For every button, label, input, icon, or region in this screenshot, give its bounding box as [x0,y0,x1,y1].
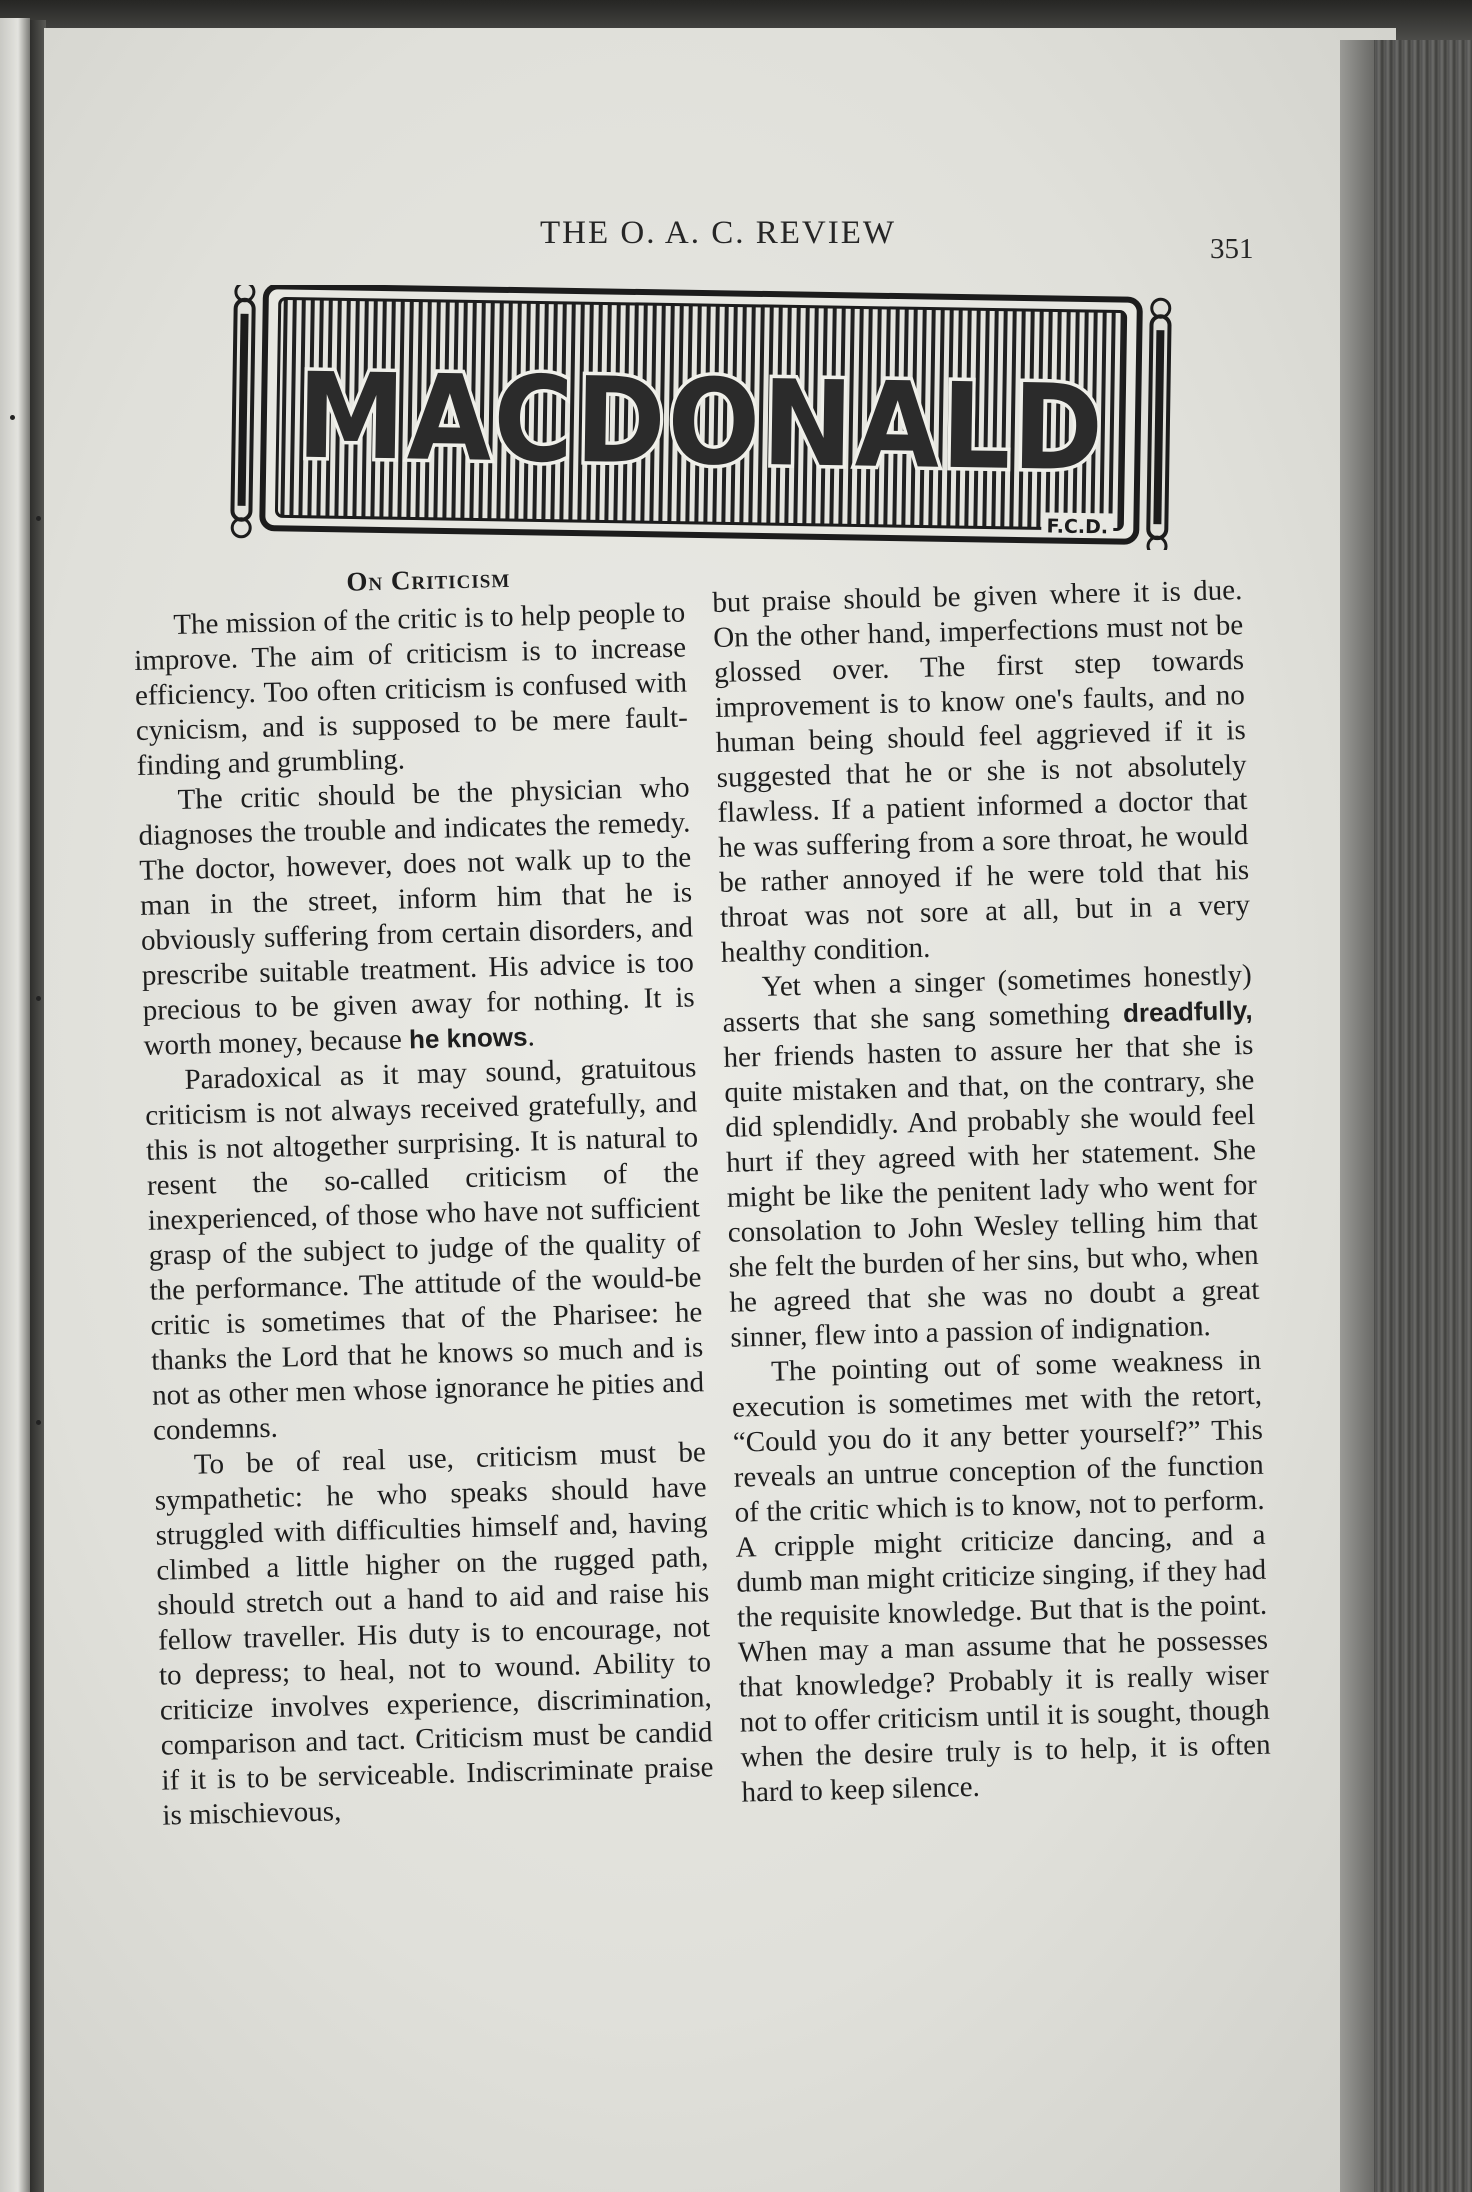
right-column [712,573,1272,1811]
paragraph: Paradoxical as it may sound, gratuitous criticism is not always received gratefully, and this is not altogether surprising. It is natural to resent the so-called criticism of the inexperienced, of those who have not sufficient grasp of the subject to judge of the quality of the performance. The attitude of the would-be critic is sometimes that of the Pharisee: he thanks the Lord that he knows so much and is not as other men whose ignorance he pities and condemns. [144,1051,705,1447]
emphasis-text: dreadfully, [1122,994,1253,1029]
left-page-edge [0,18,30,2192]
page-number: 351 [1210,233,1254,265]
macdonald-banner [228,285,1176,550]
paragraph-text: . [527,1020,536,1053]
paragraph: The pointing out of some weakness in execution is sometimes met with the retort, “Could you do it any better yourself?” This reveals an untrue conception of the function of the critic which is to know, not to perform. A cripple might criticize dancing, and a dumb man might criticize singing, if they had the requisite knowledge. But that is the point. When may a man assume that he possesses that knowledge? Probably it is really wiser not to offer criticism until it is sought, though when the desire truly is to help, it is often hard to keep silence. [731,1343,1271,1809]
emphasis-text: he knows [408,1021,528,1055]
paragraph [137,770,696,1063]
running-head: THE O. A. C. REVIEW [540,215,897,251]
margin-mark [36,516,41,521]
artist-initials: F.C.D. [1046,515,1109,539]
left-column [132,557,715,1834]
paragraph: but praise should be given where it is due. On the other hand, imperfections must not be glossed over. The first step towards improvement is to know one's faults, and no human being should feel aggrieved if it is suggested that he or she is not absolutely flawless. If a patient informed a doctor that he was suffering from a sore throat, he would be rather annoyed if he were told that his throat was not sore at all, but in a very healthy condition. [712,574,1251,969]
paragraph: The mission of the critic is to help people to improve. The aim of criticism is to increase efficiency. Too often criticism is confused with cynicism, and is supposed to be mere fault-finding and grumbling. [133,596,689,782]
paragraph-text: The critic should be the physician who diagnoses the trouble and indicates the remedy. The doctor, however, does not walk up to the man in the street, inform him that he is obviously suffering from certain disorders, and prescribe suitable treatment. His advice is too precious to be given away for nothing. It is worth money, because [138,771,696,1062]
margin-mark [36,996,41,1001]
paragraph: To be of real use, criticism must be sympathetic: he who speaks should have struggled with difficulties himself and, having climbed a little higher on the rugged path, should stretch out a hand to aid and raise his fellow traveller. His duty is to encourage, not to depress; to heal, not to wound. Ability to criticize involves experience, discrimination, comparison and tact. Criticism must be candid if it is to be serviceable. Indiscriminate praise is mischievous, [154,1436,714,1832]
paragraph-text: her friends hasten to assure her that she is quite mistaken and that, on the contrary, she did splendidly. And probably she would feel hurt if they agreed with her statement. She might be like the penitent lady who went for consolation to John Wesley telling him that she felt the burden of her sins, but who, when he agreed that she was no doubt a great sinner, flew into a passion of indignation. [723,1028,1260,1354]
banner-title: MACDONALD [295,346,1173,499]
paragraph-text: Yet when a singer (sometimes honestly) asserts that she sang something [722,958,1253,1039]
article-title: On Criticism [346,562,511,597]
paragraph [721,958,1260,1356]
page-stack-edge [1340,40,1472,2192]
margin-mark [10,415,15,420]
margin-mark [36,1420,41,1425]
